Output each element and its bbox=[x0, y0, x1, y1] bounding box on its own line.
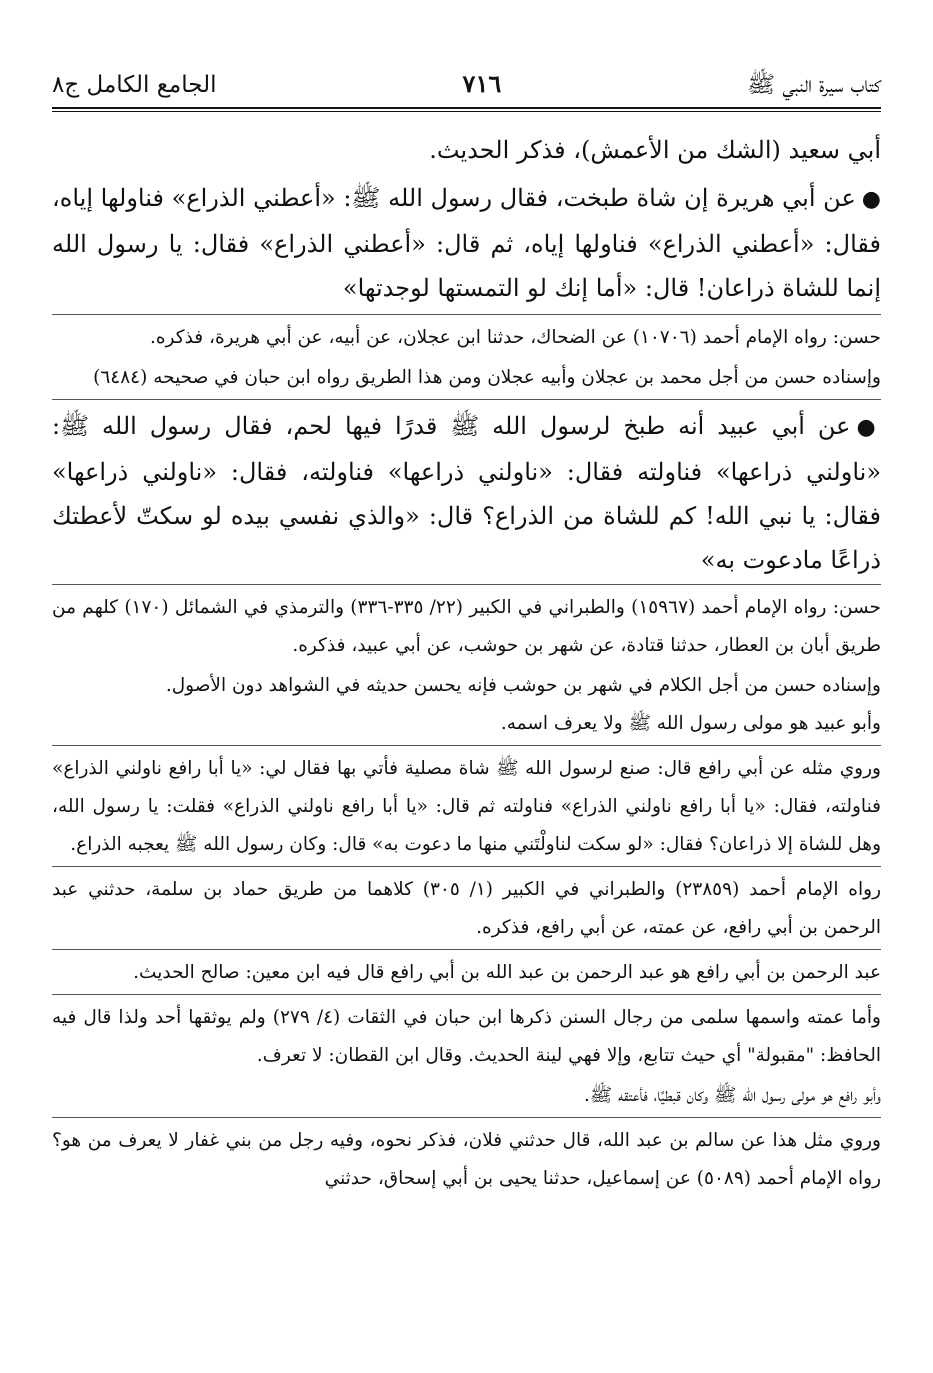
paragraph-text: وأبو عبيد هو مولى رسول الله ﷺ ولا يعرف اسمه. bbox=[500, 713, 881, 734]
paragraph-text: عن أبي عبيد أنه طبخ لرسول الله ﷺ قدرًا فيها لحم، فقال رسول الله ﷺ: «ناولني ذراعها» فناولته فقال: «ناولني ذراعها» فناولته، فقال: «ناولني ذراعها» فقال: يا نبي الله! كم للشاة من الذراع؟ قال: «والذي نفسي بيده لو سكتّ لأعطتك ذراعًا مادعوت به» bbox=[52, 412, 882, 574]
paragraph-text: رواه الإمام أحمد (٢٣٨٥٩) والطبراني في الكبير (١/ ٣٠٥) كلاهما من طريق حماد بن سلمة، حدثني عبد الرحمن بن أبي رافع، عن عمته، عن أبي رافع، فذكره. bbox=[52, 879, 882, 938]
header-rule bbox=[52, 107, 881, 109]
hadith-paragraph bbox=[52, 128, 881, 172]
bullet-icon: ● bbox=[856, 415, 881, 440]
commentary-paragraph bbox=[52, 314, 881, 357]
page-header bbox=[52, 64, 881, 107]
chapter-title: كتاب سيرة النبي ﷺ bbox=[747, 72, 881, 98]
paragraph-text: وأما عمته واسمها سلمى من رجال السنن ذكرها ابن حبان في الثقات (٤/ ٢٧٩) ولم يوثقها أحد ولذا قال فيه الحافظ: "مقبولة" أي حيث تتابع، وإلا فهي لينة الحديث. وقال ابن القطان: لا تعرف. bbox=[52, 1007, 881, 1066]
paragraph-text: وروي مثل هذا عن سالم بن عبد الله، قال حدثني فلان، فذكر نحوه، وفيه رجل من بني غفار لا يعرف من هو؟ رواه الإمام أحمد (٥٠٨٩) عن إسماعيل، حدثنا يحيى بن أبي إسحاق، حدثني bbox=[52, 1130, 881, 1189]
commentary-paragraph bbox=[52, 584, 881, 665]
hadith-paragraph bbox=[52, 176, 881, 310]
commentary-paragraph bbox=[52, 745, 881, 864]
paragraph-text: عن أبي هريرة إن شاة طبخت، فقال رسول الله ﷺ: «أعطني الذراع» فناولها إياه، فقال: «أعطني الذراع» فناولها إياه، ثم قال: «أعطني الذراع» فقال: يا رسول الله إنما للشاة ذراعان! قال: «أما إنك لو التمستها لوجدتها» bbox=[52, 184, 881, 302]
paragraph-text: وإسناده حسن من أجل الكلام في شهر بن حوشب فإنه يحسن حديثه في الشواهد دون الأصول. bbox=[165, 675, 881, 696]
commentary-paragraph bbox=[52, 1117, 881, 1198]
commentary-paragraph bbox=[52, 705, 881, 743]
header-rule-thin bbox=[52, 111, 881, 112]
page-number: ٧١٦ bbox=[462, 69, 502, 98]
commentary-paragraph bbox=[52, 667, 881, 705]
paragraph-text: حسن: رواه الإمام أحمد (١٠٧٠٦) عن الضحاك، حدثنا ابن عجلان، عن أبيه، عن أبي هريرة، فذكره. bbox=[149, 327, 881, 348]
paragraph-text: عبد الرحمن بن أبي رافع هو عبد الرحمن بن عبد الله بن أبي رافع قال فيه ابن معين: صالح الحديث. bbox=[133, 962, 881, 983]
commentary-paragraph bbox=[52, 994, 881, 1075]
commentary-paragraph bbox=[52, 949, 881, 992]
paragraph-text: حسن: رواه الإمام أحمد (١٥٩٦٧) والطبراني في الكبير (٢٢/ ٣٣٥-٣٣٦) والترمذي في الشمائل (١٧٠) كلهم من طريق أبان بن العطار، حدثنا قتادة، عن شهر بن حوشب، عن أبي عبيد، فذكره. bbox=[52, 597, 881, 656]
paragraph-text: وإسناده حسن من أجل محمد بن عجلان وأبيه عجلان ومن هذا الطريق رواه ابن حبان في صحيحه (٦٤٨٤) bbox=[93, 367, 881, 388]
paragraph-text: أبي سعيد (الشك من الأعمش)، فذكر الحديث. bbox=[429, 136, 881, 164]
paragraph-text: وأبو رافع هو مولى رسول الله ﷺ وكان قبطيًا، فأعتقه ﷺ. bbox=[584, 1085, 881, 1106]
commentary-paragraph bbox=[52, 359, 881, 397]
paragraph-text: وروي مثله عن أبي رافع قال: صنع لرسول الله ﷺ شاة مصلية فأتي بها فقال لي: «يا أبا رافع ناولني الذراع» فناولته، فقال: «يا أبا رافع ناولني الذراع» فناولته ثم قال: «يا أبا رافع ناولني الذراع» فقلت: يا رسول الله، وهل للشاة إلا ذراعان؟ فقال: «لو سكت لناولْتَني منها ما دعوت به» قال: وكان رسول الله ﷺ يعجبه الذراع. bbox=[52, 758, 881, 855]
hadith-paragraph bbox=[52, 399, 881, 582]
book-title: الجامع الكامل ج٨ bbox=[52, 72, 217, 98]
bullet-icon: ● bbox=[861, 187, 882, 212]
commentary-paragraph bbox=[52, 866, 881, 947]
commentary-paragraph bbox=[52, 1077, 881, 1115]
page-body bbox=[52, 128, 881, 1198]
